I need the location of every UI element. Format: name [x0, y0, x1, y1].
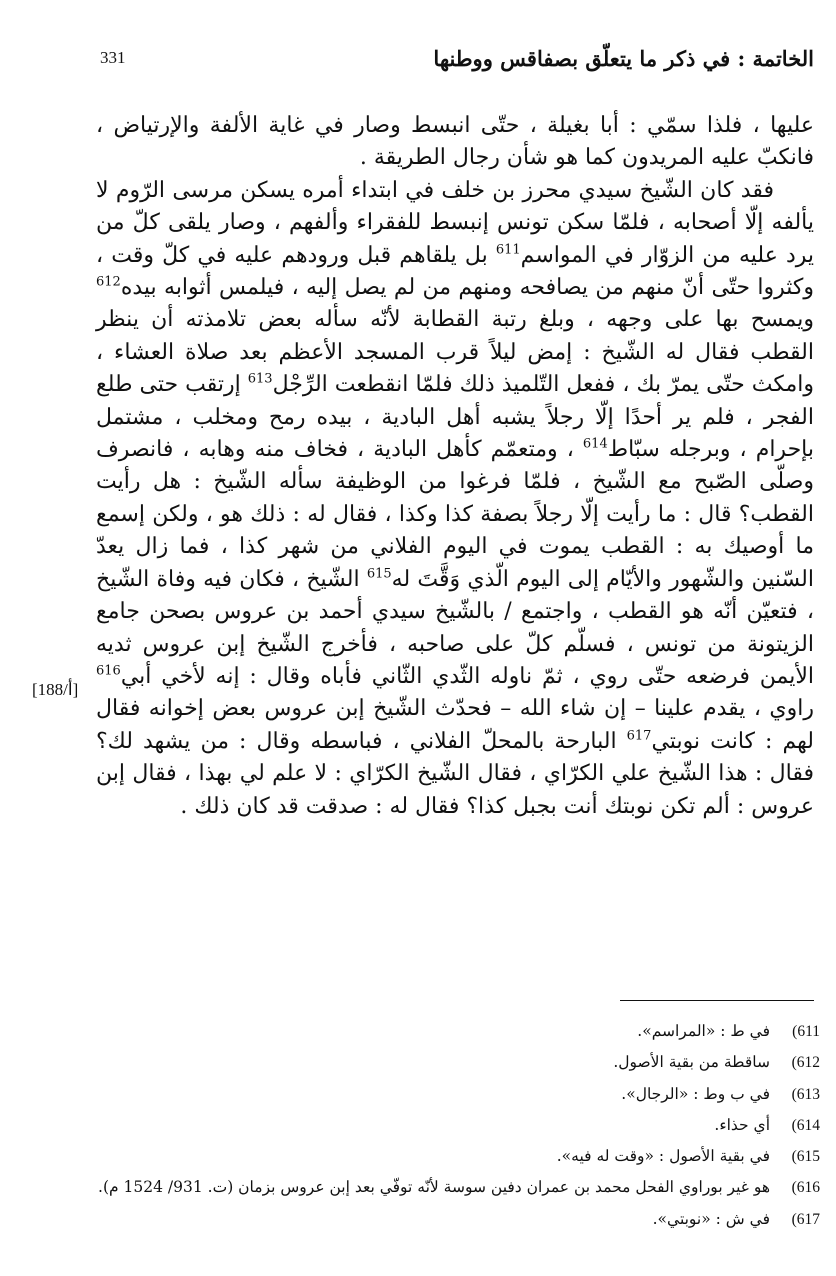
text-run: راوي ، يقدم علينا – إن شاء الله – فحدّث الشّيخ إبن عروس بعض إخوانه فقال لهم : كانت نوبتي — [96, 696, 814, 754]
footnote — [60, 1016, 820, 1047]
manuscript-folio-marker: [188/أ] — [32, 680, 79, 699]
footnote — [60, 1172, 820, 1203]
footnote — [60, 1047, 820, 1078]
body-text — [96, 110, 814, 823]
footnote-text: في ش : «نوبتي». — [652, 1209, 770, 1228]
text-run: عليها ، فلذا سمّي : أبا بغيلة ، حتّى انبسط وصار في غاية الألفة والإرتياض ، فانكبّ عليه المريدون كما هو شأن رجال الطريقة . — [96, 113, 814, 171]
footnote-number: 613) — [791, 1085, 820, 1103]
text-run: البارحة بالمحلّ الفلاني ، فباسطه وقال : من يشهد لك؟ فقال : هذا الشّيخ علي الكرّاي ، فقال الشّيخ الكرّاي : لا علم لي بهذا ، فقال إبن عروس : ألم تكن نوبتك أنت بجبل كذا؟ فقال له : صدقت قد كان ذلك . — [96, 728, 814, 819]
footnote-text: أي حذاء. — [714, 1115, 770, 1134]
page-header — [80, 42, 814, 82]
footnote-text: في ب وط : «الرجال». — [621, 1084, 770, 1103]
footnote-number: 615) — [791, 1148, 820, 1166]
footnote — [60, 1204, 820, 1235]
page-number: 331 — [100, 48, 126, 67]
footnote — [60, 1079, 820, 1110]
footnote-ref: 615 — [366, 566, 392, 582]
footnote — [60, 1141, 820, 1172]
footnote-number: 616) — [791, 1179, 820, 1197]
footnote-separator — [620, 1000, 814, 1001]
footnote-text: في ط : «المراسم». — [637, 1022, 770, 1040]
text-run: فقد كان الشّيخ سيدي محرز بن خلف في ابتداء أمره يسكن مرسى الرّوم لا يألفه إلّا أصحابه ، فلمّا سكن تونس إنبسط للفقراء وألفهم ، وصار يلقى كلّ من يرد عليه من الزوّار في المواسم — [96, 177, 815, 268]
text-run: إرتقب حتى طلع الفجر ، فلم ير أحدًا إلّا رجلاً يشبه أهل البادية ، بيده رمح ومخلب ، مشتمل بإحرام ، وبرجله سبّاط — [96, 372, 814, 463]
footnote-ref: 616 — [96, 663, 121, 679]
footnote-ref: 617 — [626, 728, 652, 744]
text-run: ، ومتعمّم كأهل البادية ، فخاف منه وهابه ، فانصرف وصلّى الصّبح مع الشّيخ ، فلمّا فرغوا من الوظيفة سأله الشّيخ : هل رأيت القطب؟ قال : ما رأيت إلّا رجلاً بصفة كذا وكذا ، فقال له : ذلك هو ، ولكن إسمع ما أوصيك به : القطب يموت في اليوم الفلاني من شهر كذا ، فما زال يعدّ السّنين والشّهور والأيّام إلى اليوم الّذي وَقَّتَ له — [96, 437, 814, 592]
footnote-number: 614) — [791, 1116, 820, 1134]
footnote-text: في بقية الأصول : «وقت له فيه». — [556, 1147, 770, 1166]
footnotes — [60, 1016, 820, 1235]
footnote-ref: 614 — [582, 436, 608, 452]
footnote-ref: 611 — [495, 242, 521, 258]
paragraph — [96, 175, 814, 823]
text-run: ويمسح بها على وجهه ، وبلغ رتبة القطابة لأنّه سأله بعض تلامذته أن ينظر القطب فقال له الشّيخ : إمض ليلاً قرب المسجد الأعظم بعد صلاة العشاء ، وامكث حتّى يمرّ بك ، ففعل التّلميذ ذلك فلمّا انقطعت الرِّجْل — [96, 307, 814, 398]
footnote — [60, 1110, 820, 1141]
footnote-ref: 613 — [247, 371, 273, 387]
footnote-ref: 612 — [96, 274, 121, 290]
paragraph — [96, 110, 814, 175]
running-title: الخاتمة : في ذكر ما يتعلّق بصفاقس ووطنها — [433, 46, 814, 71]
footnote-number: 611) — [792, 1023, 820, 1040]
footnote-text: ساقطة من بقية الأصول. — [613, 1053, 770, 1072]
footnote-number: 617) — [791, 1210, 820, 1228]
footnote-text: هو غير بوراوي الفحل محمد بن عمران دفين سوسة لأنّه توفّي بعد إبن عروس بزمان (ت. 931/ 1524 م). — [98, 1178, 770, 1197]
text-run: الشّيخ ، فكان فيه وفاة الشّيخ ، فتعيّن أنّه هو القطب ، واجتمع / بالشّيخ سيدي أحمد بن عروس بصحن جامع الزيتونة من تونس ، فسلّم كلّ على صاحبه ، فأخرج الشّيخ إبن عروس ثديه الأيمن فرضعه حتّى روي ، ثمّ ناوله الثّدي الثّاني فأباه وقال : إنه لأخي أبي — [96, 566, 814, 689]
footnote-number: 612) — [791, 1054, 820, 1072]
text-run: بل يلقاهم قبل ورودهم عليه في كلّ وقت ، وكثروا حتّى أنّ منهم من يصافحه ومنهم من لم يصل إليه ، فيلمس أثوابه بيده — [96, 242, 814, 301]
